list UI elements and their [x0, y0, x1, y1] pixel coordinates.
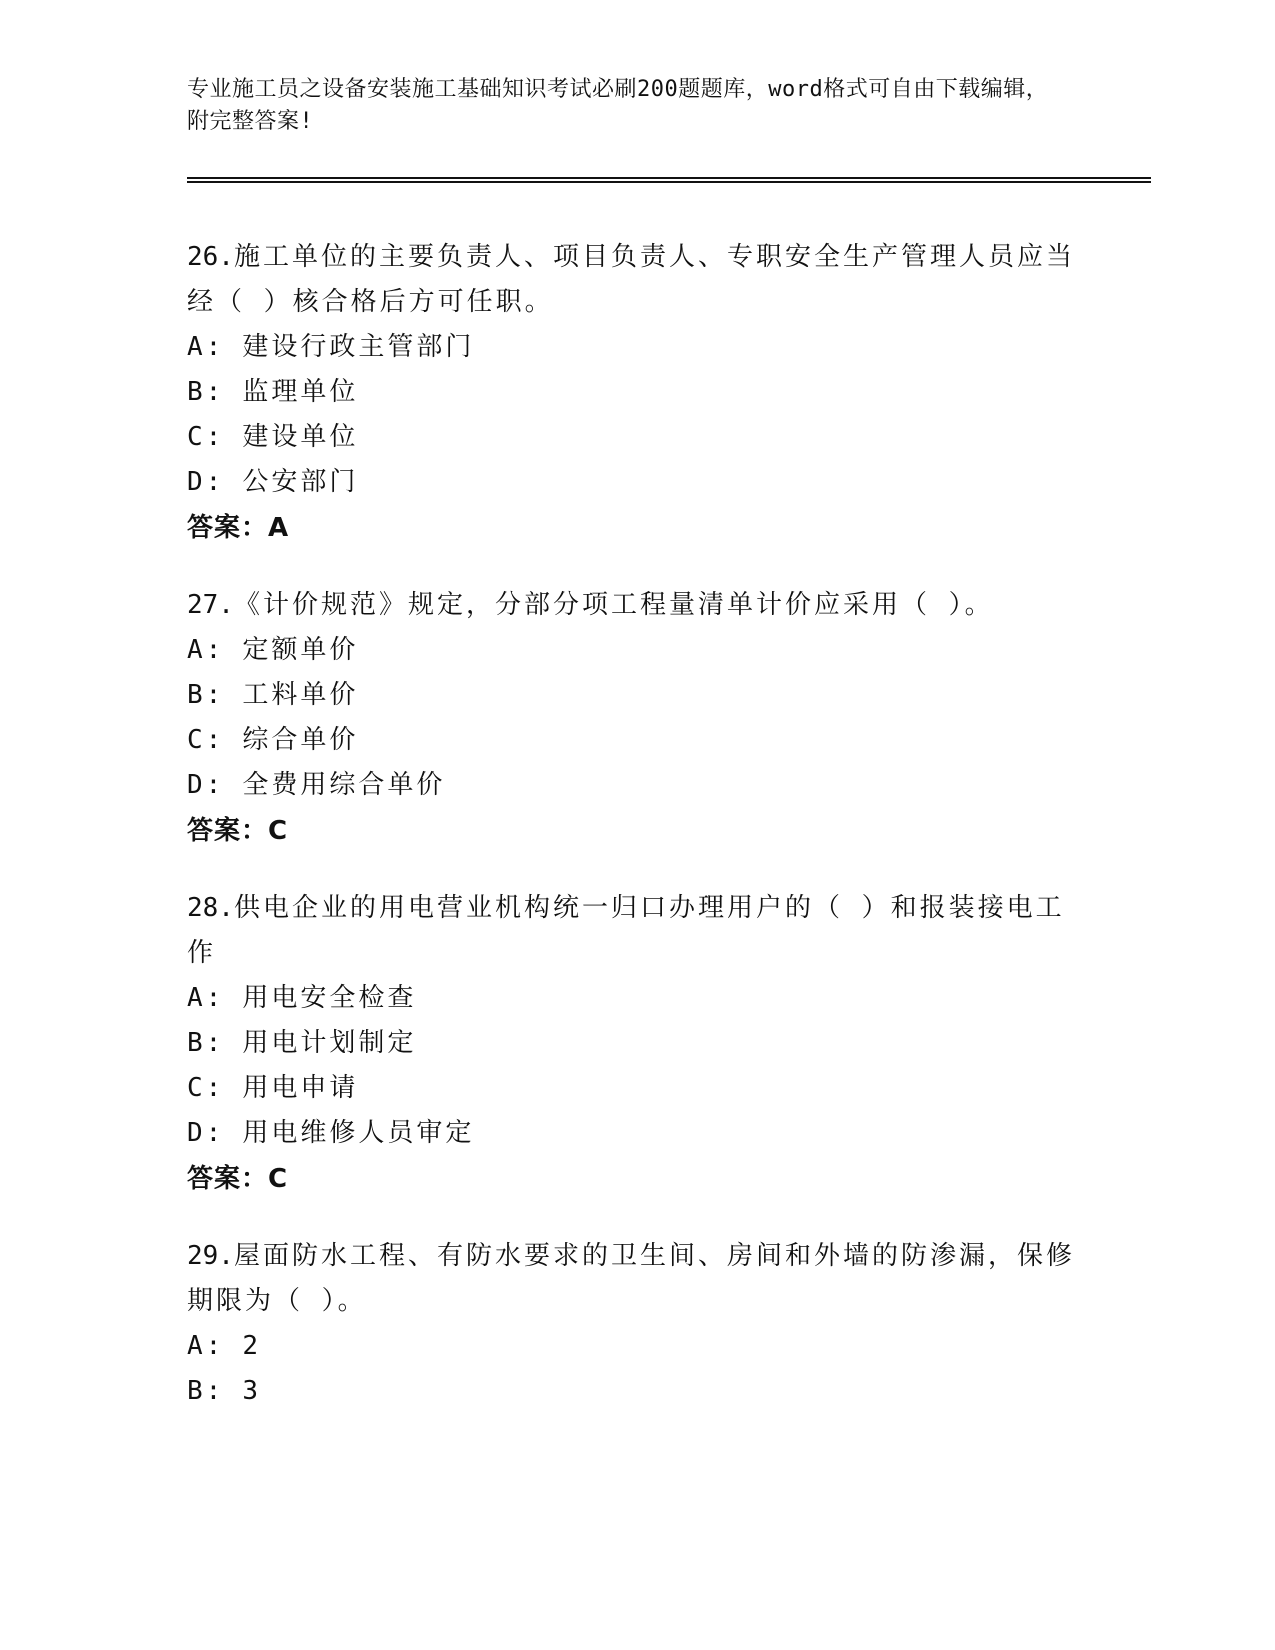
question-26 — [187, 235, 1087, 551]
option-letter: C: — [187, 1073, 225, 1103]
option-text: 3 — [242, 1376, 261, 1406]
question-text — [187, 886, 1077, 976]
option-b — [187, 673, 1087, 718]
option-b — [187, 1021, 1087, 1066]
option-letter: A: — [187, 635, 225, 665]
question-stem: 《计价规范》规定，分部分项工程量清单计价应采用（ ）。 — [233, 590, 994, 620]
question-text — [187, 583, 1077, 628]
option-text: 公安部门 — [242, 467, 359, 497]
option-text: 用电计划制定 — [242, 1028, 417, 1058]
option-text: 定额单价 — [242, 635, 359, 665]
option-text: 用电安全检查 — [242, 983, 417, 1013]
header-double-rule — [187, 177, 1151, 183]
option-text: 监理单位 — [242, 377, 359, 407]
option-letter: A: — [187, 1331, 225, 1361]
option-b — [187, 1369, 1087, 1414]
option-d — [187, 460, 1087, 505]
option-d — [187, 1111, 1087, 1156]
option-text: 全费用综合单价 — [242, 770, 446, 800]
answer-label: 答案： — [187, 816, 269, 846]
answer-value: A — [268, 513, 290, 543]
answer-label: 答案： — [187, 513, 269, 543]
answer-line — [187, 1156, 1087, 1202]
question-stem: 施工单位的主要负责人、项目负责人、专职安全生产管理人员应当经（ ）核合格后方可任职。 — [187, 242, 1075, 317]
option-text: 2 — [242, 1331, 261, 1361]
question-stem: 供电企业的用电营业机构统一归口办理用户的（ ）和报装接电工作 — [187, 893, 1065, 968]
option-letter: C: — [187, 422, 225, 452]
option-letter: D: — [187, 770, 225, 800]
option-c — [187, 718, 1087, 763]
question-number: 29. — [187, 1241, 234, 1271]
option-d — [187, 763, 1087, 808]
option-letter: B: — [187, 680, 225, 710]
option-letter: A: — [187, 332, 225, 362]
option-a — [187, 325, 1087, 370]
question-text — [187, 235, 1077, 325]
question-number: 27. — [187, 590, 234, 620]
option-letter: A: — [187, 983, 225, 1013]
question-stem: 屋面防水工程、有防水要求的卫生间、房间和外墙的防渗漏，保修期限为（ ）。 — [187, 1241, 1075, 1316]
header-title: 专业施工员之设备安装施工基础知识考试必刷200题题库，word格式可自由下载编辑，附完整答案! — [187, 77, 1049, 134]
option-a — [187, 1324, 1087, 1369]
question-number: 26. — [187, 242, 234, 272]
option-a — [187, 628, 1087, 673]
document-header — [187, 74, 1067, 138]
answer-value: C — [268, 816, 289, 846]
option-letter: D: — [187, 1118, 225, 1148]
answer-line — [187, 505, 1087, 551]
option-text: 建设行政主管部门 — [242, 332, 475, 362]
option-b — [187, 370, 1087, 415]
option-text: 综合单价 — [242, 725, 359, 755]
question-27 — [187, 583, 1087, 854]
option-text: 用电维修人员审定 — [242, 1118, 475, 1148]
question-number: 28. — [187, 893, 234, 923]
answer-value: C — [268, 1164, 289, 1194]
question-text — [187, 1234, 1077, 1324]
option-text: 建设单位 — [242, 422, 359, 452]
question-29 — [187, 1234, 1087, 1414]
option-letter: D: — [187, 467, 225, 497]
option-a — [187, 976, 1087, 1021]
option-letter: B: — [187, 1376, 225, 1406]
option-text: 用电申请 — [242, 1073, 359, 1103]
option-letter: C: — [187, 725, 225, 755]
option-c — [187, 1066, 1087, 1111]
answer-line — [187, 808, 1087, 854]
question-list — [187, 235, 1087, 1446]
option-c — [187, 415, 1087, 460]
option-letter: B: — [187, 377, 225, 407]
question-28 — [187, 886, 1087, 1202]
option-letter: B: — [187, 1028, 225, 1058]
option-text: 工料单价 — [242, 680, 359, 710]
answer-label: 答案： — [187, 1164, 269, 1194]
